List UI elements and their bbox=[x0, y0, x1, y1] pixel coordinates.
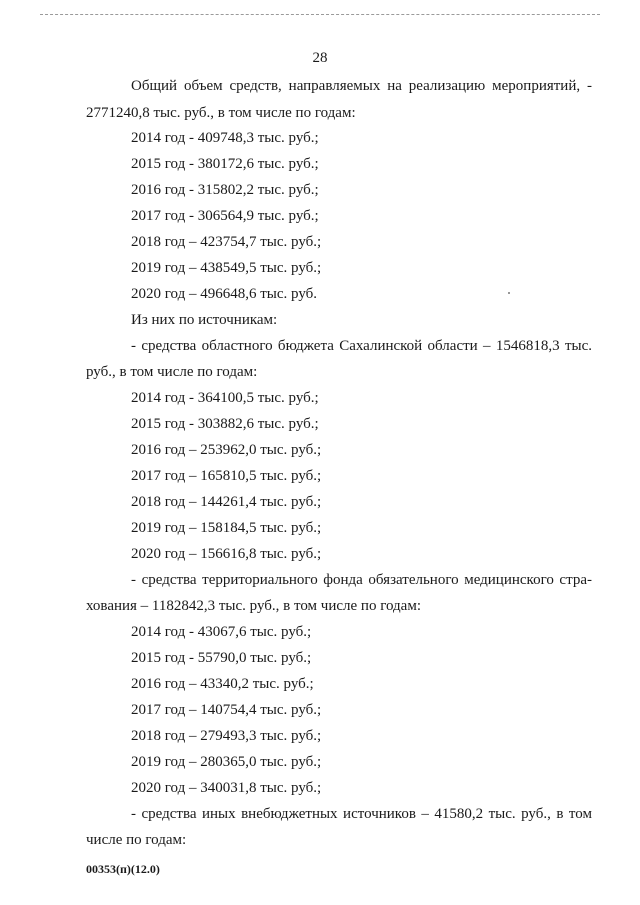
total-year-2015: 2015 год - 380172,6 тыс. руб.; bbox=[131, 156, 319, 172]
regional-cont-line: руб., в том числе по годам: bbox=[86, 364, 258, 380]
tfoms-year-2020: 2020 год – 340031,8 тыс. руб.; bbox=[131, 780, 322, 796]
regional-lead-line: - средства областного бюджета Сахалинской области – 1546818,3 тыс. bbox=[131, 338, 592, 354]
sources-heading: Из них по источникам: bbox=[131, 312, 278, 328]
regional-year-2020: 2020 год – 156616,8 тыс. руб.; bbox=[131, 546, 322, 562]
total-lead-line: Общий объем средств, направляемых на реализацию мероприятий, - bbox=[131, 78, 592, 94]
tfoms-year-2015: 2015 год - 55790,0 тыс. руб.; bbox=[131, 650, 312, 666]
total-year-2019: 2019 год – 438549,5 тыс. руб.; bbox=[131, 260, 322, 276]
total-year-2014: 2014 год - 409748,3 тыс. руб.; bbox=[131, 130, 319, 146]
tfoms-lead-line: - средства территориального фонда обязательного медицинского стра- bbox=[131, 572, 592, 588]
page-number: 28 bbox=[312, 50, 328, 66]
regional-year-2018: 2018 год – 144261,4 тыс. руб.; bbox=[131, 494, 322, 510]
other-lead-line: - средства иных внебюджетных источников – 41580,2 тыс. руб., в том bbox=[131, 806, 592, 822]
regional-year-2016: 2016 год – 253962,0 тыс. руб.; bbox=[131, 442, 322, 458]
tfoms-year-2017: 2017 год – 140754,4 тыс. руб.; bbox=[131, 702, 322, 718]
scan-speck bbox=[508, 292, 510, 294]
regional-year-2019: 2019 год – 158184,5 тыс. руб.; bbox=[131, 520, 322, 536]
tfoms-cont-line: хования – 1182842,3 тыс. руб., в том числе по годам: bbox=[86, 598, 421, 614]
regional-year-2017: 2017 год – 165810,5 тыс. руб.; bbox=[131, 468, 322, 484]
regional-year-2015: 2015 год - 303882,6 тыс. руб.; bbox=[131, 416, 319, 432]
total-year-2016: 2016 год - 315802,2 тыс. руб.; bbox=[131, 182, 319, 198]
total-year-2018: 2018 год – 423754,7 тыс. руб.; bbox=[131, 234, 322, 250]
scan-border-line bbox=[40, 14, 600, 15]
tfoms-year-2014: 2014 год - 43067,6 тыс. руб.; bbox=[131, 624, 312, 640]
total-year-2017: 2017 год - 306564,9 тыс. руб.; bbox=[131, 208, 319, 224]
document-code: 00353(п)(12.0) bbox=[86, 862, 160, 876]
tfoms-year-2016: 2016 год – 43340,2 тыс. руб.; bbox=[131, 676, 314, 692]
total-year-2020: 2020 год – 496648,6 тыс. руб. bbox=[131, 286, 318, 302]
regional-year-2014: 2014 год - 364100,5 тыс. руб.; bbox=[131, 390, 319, 406]
other-cont-line: числе по годам: bbox=[86, 832, 187, 848]
tfoms-year-2018: 2018 год – 279493,3 тыс. руб.; bbox=[131, 728, 322, 744]
tfoms-year-2019: 2019 год – 280365,0 тыс. руб.; bbox=[131, 754, 322, 770]
total-cont-line: 2771240,8 тыс. руб., в том числе по годам: bbox=[86, 105, 356, 121]
